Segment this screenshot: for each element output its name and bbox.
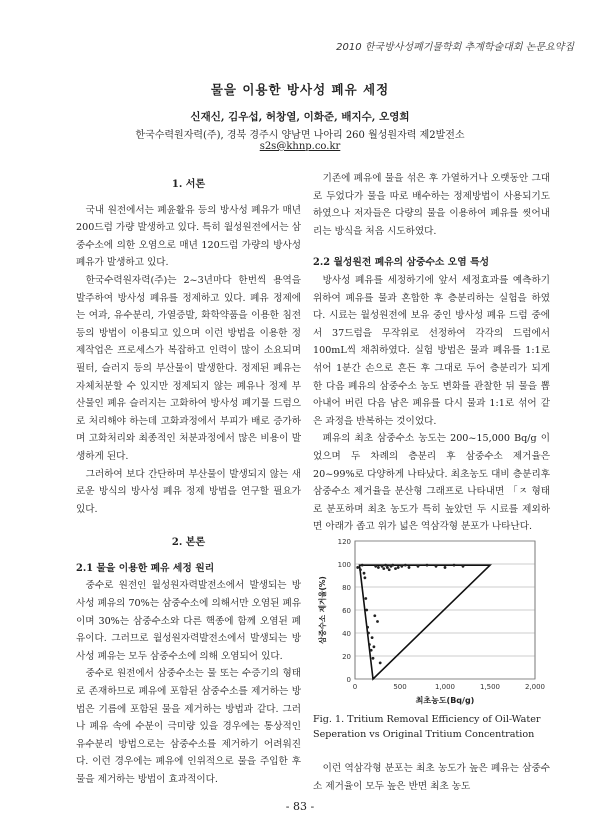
author-email-link[interactable]: s2s@khnp.co.kr <box>259 141 341 152</box>
data-point <box>394 567 397 570</box>
right-paragraph-1: 기존에 폐유에 물을 섞은 후 가열하거나 오랫동안 그대로 두었다가 물을 따로 배수하는 정제방법이 사용되기도 하였으나 저자들은 다량의 물을 이용하여 폐유를 씻어내리는 방식을 처음 시도하였다. <box>313 173 550 237</box>
sec21-paragraph-1: 중수로 원전인 월성원자력발전소에서 발생되는 방사성 폐유의 70%는 삼중수소에 의해서만 오염된 폐유이며 30%는 삼중수소와 다른 핵종에 함께 오염된 폐유이다. 그러므로 월성원자력발전소에서 발생되는 방사성 폐유는 모두 삼중수소에 의해 오염되어 있다. <box>76 580 301 662</box>
page-number: - 83 - <box>285 800 315 813</box>
data-point <box>376 620 379 623</box>
data-point <box>371 636 374 639</box>
data-point <box>373 645 376 648</box>
sec1-paragraph-2: 한국수력원자력(주)는 2~3년마다 한번씩 용역을 발주하여 방사성 폐유를 정제하고 있다. 폐유 정제에는 여과, 유수분리, 가열증발, 화학약품을 이용한 침전 등의 방법이 이용되고 있으며 이런 방법을 이용한 정제작업은 프로세스가 복잡하고 인력이 많이 소요되며 필터, 슬러지 등의 부산물이 발생한다. 정제된 폐유는 자체처분할 수 있지만 정제되지 않는 폐유나 정제 부산물인 폐유 슬러지는 고화하여 방사성 폐기물 드럼으로 처리해야 하는데 고화과정에서 부피가 배로 증가하며 고화처리와 최종적인 처분과정에서 많은 비용이 발생하게 된다. <box>76 274 301 462</box>
sec21-paragraph-2: 중수로 원전에서 삼중수소는 물 또는 수증기의 형태로 존재하므로 폐유에 포함된 삼중수소를 제거하는 방법은 기름에 포함된 물을 제거하는 방법과 같다. 그러나 폐유 속에 수분이 극미량 있을 경우에는 통상적인 유수분리 방법으로는 삼중수소를 제거하기 어려워진다. 이런 경우에는 폐유에 인위적으로 물을 주입한 후 물을 제거하는 방법이 효과적이다. <box>76 668 301 785</box>
data-point <box>453 564 456 567</box>
data-point <box>379 662 382 665</box>
y-tick-label: 80 <box>342 584 351 592</box>
data-point <box>382 567 385 570</box>
y-axis-label: 삼중수소 제거율(%) <box>318 576 327 644</box>
data-point <box>363 572 366 575</box>
sec22-paragraph-2: 폐유의 최초 삼중수소 농도는 200~15,000 Bq/g 이었으며 두 차례의 층분리 후 삼중수소 제거율은 20~99%로 다양하게 나타났다. 최초농도 대비 층분리후 삼중수소 제거율을 분산형 그래프로 나타내면 「ㅈ 형태로 분포하며 최초 농도가 특히 높았던 두 시료를 제외하면 아래가 좁고 위가 넓은 역삼각형 분포가 나타난다. <box>313 433 550 533</box>
data-point <box>368 643 371 646</box>
figure-caption <box>313 712 553 742</box>
data-point <box>408 566 411 569</box>
data-point <box>356 566 359 569</box>
data-point <box>435 565 438 568</box>
data-point <box>397 566 400 569</box>
paper-title: 물을 이용한 방사성 폐유 세정 <box>210 82 390 97</box>
data-point <box>367 632 370 635</box>
section-2-2-title: 2.2 월성원전 폐유의 삼중수소 오염 특성 <box>313 257 490 269</box>
affiliation: 한국수력원자력(주), 경북 경주시 양남면 나아리 260 월성원자력 제2발전소 <box>135 130 465 141</box>
data-point <box>404 564 407 567</box>
y-tick-label: 120 <box>337 538 351 546</box>
x-tick-label: 2,000 <box>524 683 546 691</box>
y-tick-label: 60 <box>342 607 351 615</box>
data-point <box>361 564 364 567</box>
x-axis-label: 최초농도(Bq/g) <box>415 696 475 705</box>
y-tick-label: 100 <box>337 561 351 569</box>
data-point <box>364 576 367 579</box>
data-point <box>366 626 369 629</box>
chart-svg <box>313 535 550 705</box>
data-point <box>391 564 394 567</box>
data-point <box>386 566 389 569</box>
data-point <box>359 568 362 571</box>
section-2-title: 2. 본론 <box>171 537 206 549</box>
y-tick-label: 0 <box>346 676 351 684</box>
data-point <box>373 614 376 617</box>
data-point <box>365 609 368 612</box>
data-point <box>377 566 380 569</box>
sec1-paragraph-1: 국내 원전에서는 폐윤활유 등의 방사성 폐유가 매년 200드럼 가량 발생하고 있다. 특히 월성원전에서는 삼중수소에 의한 오염으로 매년 120드럼 가량의 방사성 폐유가 발생하고 있다. <box>76 204 302 269</box>
sec22-paragraph-1: 방사성 폐유를 세정하기에 앞서 세정효과를 예측하기 위하여 폐유를 물과 혼합한 후 층분리하는 실험을 하였다. 시료는 월성원전에 보유 중인 방사성 폐유 드럼 중에서 37드럼을 무작위로 선정하여 각각의 드럼에서 100mL씩 채취하였다. 실험 방법은 물과 폐유를 1:1로 섞어 1분간 손으로 흔든 후 그대로 두어 층분리가 되게 한 다음 폐유의 삼중수소 농도 변화를 관찰한 뒤 물을 뽑아내어 버린 다음 남은 폐유를 다시 물과 1:1로 섞어 같은 과정을 반복하는 것이었다. <box>313 274 550 427</box>
left-column <box>76 170 301 789</box>
data-point <box>388 568 391 571</box>
data-point <box>372 657 375 660</box>
sec1-paragraph-3: 그러하여 보다 간단하며 부산물이 발생되지 않는 새로운 방식의 방사성 폐유 정제 방법을 연구할 필요가 있다. <box>76 468 301 515</box>
tail-paragraph <box>313 760 550 795</box>
section-2-1-title: 2.1 물을 이용한 폐유 세정 원리 <box>76 562 215 574</box>
scatter-chart <box>313 535 550 705</box>
data-point <box>364 597 367 600</box>
x-tick-label: 500 <box>393 683 407 691</box>
figure-caption-line-1: Fig. 1. Tritium Removal Efficiency of Oil-Water <box>313 714 541 725</box>
y-tick-label: 20 <box>342 653 351 661</box>
y-tick-label: 40 <box>342 630 351 638</box>
section-1-title: 1. 서론 <box>171 179 206 190</box>
data-point <box>384 564 387 567</box>
authors: 신재신, 김우섭, 허창열, 이화준, 배지수, 오영희 <box>190 111 410 123</box>
figure-caption-line-2: Seperation vs Original Tritium Concentration <box>313 729 535 740</box>
data-point <box>381 565 384 568</box>
journal-header: 2010 한국방사성폐기물학회 추계학술대회 논문요약집 <box>336 42 574 53</box>
data-point <box>444 566 447 569</box>
data-point <box>426 564 429 567</box>
data-point <box>370 649 373 652</box>
data-point <box>462 565 465 568</box>
x-tick-label: 1,000 <box>434 683 456 691</box>
data-point <box>374 565 377 568</box>
right-column <box>313 170 550 536</box>
data-point <box>400 565 403 568</box>
data-point <box>417 565 420 568</box>
x-tick-label: 1,500 <box>479 683 501 691</box>
tail-text: 이런 역삼각형 분포는 최초 농도가 높은 폐유는 삼중수소 제거율이 모두 높은 반면 최초 농도 <box>313 763 550 792</box>
x-tick-label: 0 <box>352 683 358 691</box>
